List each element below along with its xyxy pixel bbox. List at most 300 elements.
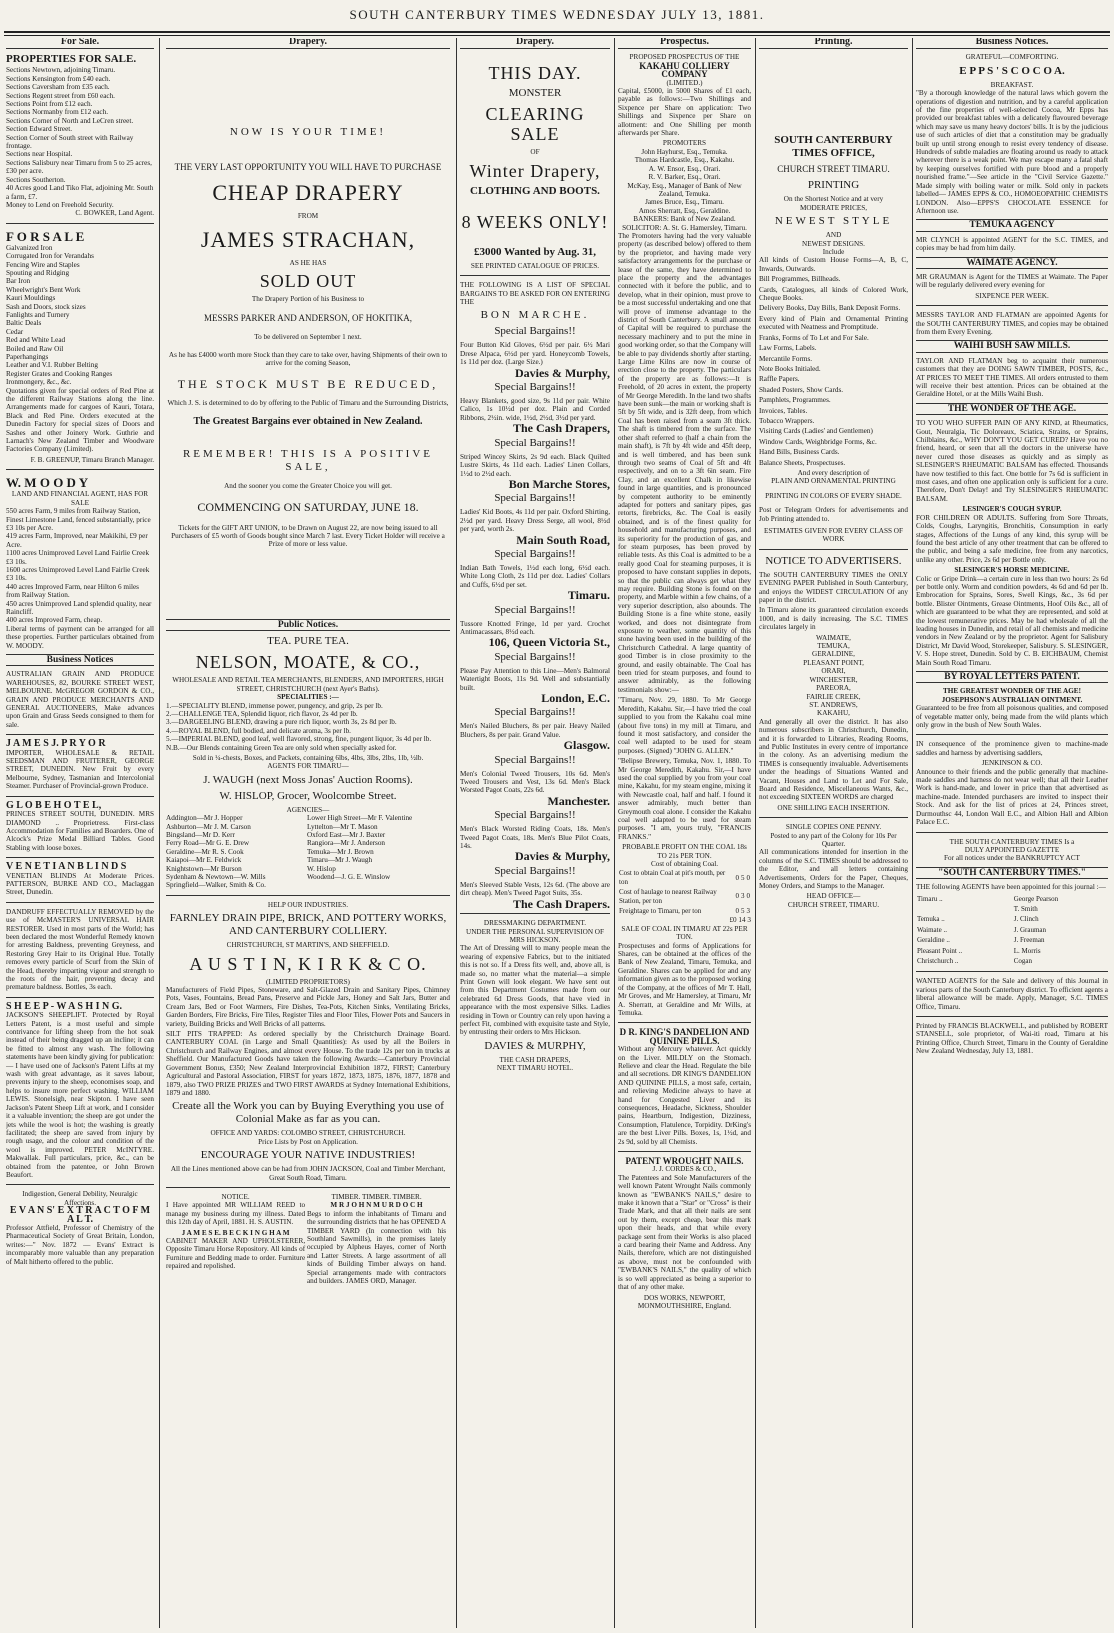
austin-text2: SILT PITS TRAPPED: As ordered specially by the Christchurch Drainage Board. CANTERBURY COAL (in Large and Small Quantities): As used by all the Boilers in Christchurch and Railway Engines, and almost every House. To the trade 12s per ton in trucks at Sheffield. Our Manufactured Goods have taken the following Awards:—Canterbury Provincial Government Bonus, £350; New Zealand Interprovincial Exhibition 1872, FIRST; Canterbury Agricultural and Pastoral Association, FIRST for years 1872, 1873, 1875, 1876, 1877, 1878 and 1879, also TWO PRIZE PRIZES and TWO FIRST AWARDS at Sydney International Exhibitions, 1879 and 1880. xyxy=(166,1030,450,1097)
newest-designs: NEWEST DESIGNS. xyxy=(802,239,865,248)
bargain-signature: 106, Queen Victoria St., xyxy=(488,635,610,650)
bargain-heading: Special Bargains!! xyxy=(494,325,576,338)
wanted-line: £3000 Wanted by Aug. 31, xyxy=(473,245,597,258)
testimonial-franks: "Belipse Brewery, Temuka, Nov. 1, 1880. To Mr George Meredith, Kakahu. Sir,—I have used the coal supplied by you from your coal mine, Kakahu, for my steam engine, mixing it with Newcastle coal, half and half. I found it answer admirably, much better than Greymouth coal alone. I consider the Kakahu coal well adapted to be used for steam purposes. "I am, yours truly, "FRANCIS FRANKS." xyxy=(618,757,751,841)
promoter-item: A. W. Ensor, Esq., Orari. xyxy=(648,164,721,173)
property-item: Sections Caversham from £35 each. xyxy=(6,83,110,92)
bargain-signature: Davies & Murphy, xyxy=(514,365,610,380)
drapery-line: Which J. S. is determined to do by offering to the Public of Timaru and the Surrounding Districts, xyxy=(167,398,449,407)
bargain-heading: Special Bargains!! xyxy=(494,809,576,822)
patent-title: PATENT WROUGHT NAILS. xyxy=(625,1156,744,1166)
agent-row xyxy=(916,956,1108,966)
bargain-heading: Special Bargains!! xyxy=(494,864,576,877)
austin-title: A U S T I N, K I R K & C O. xyxy=(189,953,427,974)
church-street: CHURCH STREET TIMARU. xyxy=(777,164,890,175)
agent-cell: J. Freeman xyxy=(1013,936,1045,945)
wonder-text: TO YOU WHO SUFFER PAIN OF ANY KIND, at Rheumatics, Gout, Neuralgia, Tic Doloreaux, Sciatica, Strains, or Sprains, Chilblains, &c., WHY DON'T YOU GET CURED? Have you no friend, heard, or seen that all the doctors in the universe have never cured those diseases as quickly and as simply as SLESINGER'S RHEUMATIC BALSAM has effected. Thousands have now testified to this fact. One bottle for 7s 6d is sufficient in most cases, and often one application only is sufficient for a cure. Therefore, Don't Delay! and Try SLESINGER'S RHEUMATIC BALSAM. xyxy=(916,419,1108,503)
moody-title: W. M O O D Y xyxy=(6,475,89,491)
bargain-block xyxy=(460,325,610,380)
cost-cell: 3 xyxy=(741,892,745,901)
cost-heading: Cost of obtaining Coal. xyxy=(650,860,719,868)
printing-items xyxy=(759,256,908,467)
colors-line: PRINTING IN COLORS OF EVERY SHADE. xyxy=(765,491,902,500)
bargain-block xyxy=(460,809,610,864)
place-item: PAREORA, xyxy=(816,684,851,693)
gazette-line2: DULY APPOINTED GAZETTE xyxy=(964,845,1060,854)
moody-items xyxy=(6,507,154,625)
agencies-right xyxy=(307,814,446,881)
bargain-block xyxy=(460,603,610,650)
agent-row xyxy=(916,904,1108,914)
printing-item: Invoices, Tables. xyxy=(759,406,808,415)
column-divider xyxy=(614,38,615,1628)
bargain-block xyxy=(460,381,610,436)
head-office: HEAD OFFICE— xyxy=(806,892,861,901)
bargain-text: Men's Colonial Tweed Trousers, 10s 6d. Men's Tweed Trousers and Vest, 13s 6d. Men's Black Worsted Pagot Coats, 22s 6d. xyxy=(460,769,610,795)
temuka-text: MR CLYNCH is appointed AGENT for the S.C. TIMES, and copies may be had from him daily. xyxy=(916,235,1108,253)
footer-cash: THE CASH DRAPERS, xyxy=(499,1055,571,1064)
murdoch-text: Begs to inform the inhabitants of Timaru and the surrounding districts that he has OPENED A TIMBER YARD (In connection with his Southland Sawmills), in the premises lately occupied by Alpheus Hayes, corner of North and Latter Streets. A large assortment of all kinds of Building Timber always on hand. Special arrangements made with contractors and builders. JAMES ORD, Manager. xyxy=(306,1209,447,1285)
cost-cell: 0 xyxy=(735,873,739,882)
printing-item: Pamphlets, Programmes. xyxy=(759,396,831,405)
nelson-title: NELSON, MOATE, & CO., xyxy=(195,652,421,673)
printing-item: Law Forms, Labels. xyxy=(759,344,817,353)
encourage-sub: All the Lines mentioned above can be had from JOHN JACKSON, Coal and Timber Merchant, Great South Road, Timaru. xyxy=(170,1165,446,1182)
dressmaking-heading: DRESSMAKING DEPARTMENT. xyxy=(483,919,587,928)
price-line: Price Lists by Post on Application. xyxy=(258,1137,358,1146)
bargain-heading: Special Bargains!! xyxy=(494,436,576,449)
agent-row xyxy=(916,894,1108,904)
cost-cell: 0 xyxy=(746,892,750,901)
forsale-item: Corrugated Iron for Verandahs xyxy=(6,252,94,261)
forsale-item: Paperhangings xyxy=(6,353,49,361)
circulation-text: In Timaru alone its guaranteed circulation exceeds 1000, and is daily increasing. The S.C. TIMES circulates largely in xyxy=(759,606,908,632)
bargain-signature: London, E.C. xyxy=(541,691,610,705)
timber-right xyxy=(307,1193,446,1287)
cost-row xyxy=(618,906,751,916)
bargain-text: Striped Wincey Skirts, 2s 9d each. Black Quilted Lustre Skirts, 4s 11d each. Ladies' Linen Collars, 1½d to 2½d each. xyxy=(460,452,610,478)
royal-heading: BY ROYAL LETTERS PATENT. xyxy=(916,671,1108,683)
agents-intro: THE following AGENTS have been appointed for this journal :— xyxy=(916,883,1106,892)
printing-item: Shaded Posters, Show Cards. xyxy=(759,385,844,394)
agent-cell xyxy=(916,904,1013,914)
of-line: OF xyxy=(530,148,540,157)
communications-text: All communications intended for insertion in the columns of the S.C. TIMES should be addressed to the Editor, and all letters containing Advertisements, Orders for the Paper, Cheques, Money Orders, and Stamps to the Manager. xyxy=(759,848,908,891)
printing-item: Delivery Books, Day Bills, Bank Deposit Forms. xyxy=(759,304,901,313)
drapery-line: FROM xyxy=(297,212,319,221)
help-line: HELP OUR INDUSTRIES. xyxy=(267,900,349,909)
epps-top: GRATEFUL—COMFORTING. xyxy=(965,53,1059,62)
bon-marche: BON MARCHE. xyxy=(480,309,590,322)
promoter-item: R. V. Barker, Esq., Orari. xyxy=(648,173,721,182)
drapery-headline: REMEMBER! THIS IS A POSITIVE SALE, xyxy=(182,448,434,474)
agency-item: Sydenham & Newtown—W. Mills xyxy=(166,873,266,881)
waimate-text: MR GRAUMAN is Agent for the TIMES at Waimate. The Paper will be regularly delivered every evening for xyxy=(916,272,1108,290)
place-item: ST. ANDREWS, xyxy=(809,700,858,709)
cost-row xyxy=(618,887,751,906)
column-divider xyxy=(456,38,457,1628)
property-item: Section Corner of South street with Railway frontage. xyxy=(6,133,134,151)
newspaper-title: SOUTH CANTERBURY TIMES WEDNESDAY JULY 13, 1881. xyxy=(349,7,765,22)
jenkinson-text: Announce to their friends and the public generally that machine-made saddles and harness do not wear well; that all their Leather Work is hand-made, and lower in price than that advertised as machine-made. Intended purchasers are invited to inspect their Stock. And ask for the list of prices at 24, Princes street, Durmouthsc 44, London Wall E.C., and Albion Hall and Albion Palace E.C. xyxy=(916,767,1108,827)
cost-cell: 3 xyxy=(746,907,750,916)
austin-text: Manufacturers of Field Pipes, Stoneware, and Salt-Glazed Drain and Sanitary Pipes, Chimney Pots, Vases, Fountains, Bread Pans, Preserve and Pickle Jars, Honey and Salt Jars, Butter and Cream Jars, Bed or Foot Warmers, Fire Dishes, Tea-Pots, Kitchen Sinks, Ventilating Bricks, Garden Borders, Fire Bricks, Fire Tiles, Register Tiles and Floor Tiles, Flower Pots and Saucers in variety, Building Bricks and Well Bricks of all patterns. xyxy=(166,986,450,1028)
bargain-signature: The Cash Drapers, xyxy=(512,421,610,436)
forsale-title: F O R S A L E xyxy=(6,228,85,244)
wanted-agents: WANTED AGENTS for the Sale and delivery of this Journal in various parts of the South Canterbury district. To efficient agents a liberal allowance will be made. Apply, Manager, S.C. TIMES Office, Timaru. xyxy=(916,977,1108,1011)
waihi-heading: WAIHI BUSH SAW MILLS. xyxy=(916,340,1108,352)
moody-item: 400 acres Improved Farm, cheap. xyxy=(6,616,103,625)
cost-cell: 0 xyxy=(735,907,739,916)
agency-item: Temuka—Mr J. Brown xyxy=(306,847,374,856)
plain-ornamental: PLAIN AND ORNAMENTAL PRINTING xyxy=(771,477,896,486)
speciality-item: 1.—SPECIALITY BLEND, immense power, pungency, and grip, 2s per lb. xyxy=(166,701,383,710)
column-heading: For Sale. xyxy=(6,38,154,49)
printing-item: Note Books Initialed. xyxy=(759,364,821,373)
agency-item: Lyttelton—Mr T. Mason xyxy=(306,822,378,831)
cost-cell: 5 xyxy=(741,873,745,882)
agents-heading: AGENTS FOR TIMARU— xyxy=(267,762,349,771)
moody-item: 550 acres Farm, 9 miles from Railway Station, Finest Limestone Land, fenced substantially, price £3 10s per Acre. xyxy=(6,507,151,532)
following-line: THE FOLLOWING IS A LIST OF SPECIAL BARGAINS TO BE ASKED FOR ON ENTERING THE xyxy=(460,281,610,307)
section-heading: Business Notices xyxy=(6,654,154,666)
waimate-heading: WAIMATE AGENCY. xyxy=(916,257,1108,269)
forsale-item: Wheelwright's Bent Work xyxy=(6,285,81,294)
column-heading: Business Notices. xyxy=(916,38,1108,49)
cough-text: FOR CHILDREN OR ADULTS. Suffering from Sore Throats, Colds, Coughs, Laryngitis, Bronchitis, Consumption in early stages, Affections of the Lungs of any kind, this syrup will be found the best article of any other treatment that can be offered to the public, and being a safe medicine, free from any narcotics, unlike any other. Price, 2s 6d per Bottle only. xyxy=(916,513,1108,564)
agency-item: Rangiora—Mr J. Anderson xyxy=(306,839,386,848)
bargain-heading: Special Bargains!! xyxy=(494,381,576,394)
agent-cell: Timaru .. xyxy=(917,894,943,903)
and-line: AND xyxy=(825,231,842,240)
cost-cell: Freightage to Timaru, per ton xyxy=(619,907,702,916)
moody-footer: Liberal terms of payment can be arranged for all these properties. Further particulars obtained from W. MOODY. xyxy=(6,624,154,650)
agency-item: Knightstown—Mr Burson xyxy=(166,864,242,873)
drapery-line: And the sooner you come the Greater Choice you will get. xyxy=(224,482,392,491)
section-heading: Public Notices. xyxy=(166,619,450,631)
drapery-line: MESSRS PARKER AND ANDERSON, OF HOKITIKA, xyxy=(204,312,412,323)
clothing-boots: CLOTHING AND BOOTS. xyxy=(470,184,600,197)
this-day: THIS DAY. xyxy=(488,63,582,84)
forsale-item: Baltic Deals xyxy=(6,319,42,328)
greatest-line: THE GREATEST WONDER OF THE AGE! xyxy=(943,687,1081,696)
agent-cell: Christchurch .. xyxy=(917,956,959,965)
agencies-left xyxy=(166,814,305,890)
agency-item: Lower High Street—Mr F. Valentine xyxy=(306,814,413,823)
printing-item: Balance Sheets, Prospectuses. xyxy=(759,458,846,467)
notice-heading: NOTICE. xyxy=(221,1192,250,1201)
place-item: TEMUKA, xyxy=(817,642,850,651)
winter-drapery: Winter Drapery, xyxy=(469,160,601,181)
drapery-headline: CHEAP DRAPERY xyxy=(212,180,404,206)
promoter-item: James Bruce, Esq., Timaru. xyxy=(645,198,724,207)
eight-weeks: 8 WEEKS ONLY! xyxy=(461,211,609,232)
drapery-line: AS HE HAS xyxy=(289,258,327,267)
agent-cell: L. Morris xyxy=(1013,946,1041,955)
indigestion-line: Indigestion, General Debility, Neuralgic Affections. xyxy=(22,1190,138,1207)
forsale-item: Cedar xyxy=(6,327,24,336)
drapery-line: To be delivered on September 1 next. xyxy=(254,332,362,341)
agent-cell: George Pearson xyxy=(1013,894,1059,903)
bargain-block xyxy=(460,437,610,489)
forsale-items xyxy=(6,244,154,387)
wonder-heading: THE WONDER OF THE AGE. xyxy=(916,403,1108,415)
bankruptcy-line: For all notices under the BANKRUPTCY ACT xyxy=(944,854,1080,863)
printing-item: Mercantile Forms. xyxy=(759,354,813,363)
masthead-rule xyxy=(4,31,1110,36)
moody-item: 419 acres Farm, Improved, near Makikihi, £9 per Acre. xyxy=(6,532,148,549)
bargain-block xyxy=(460,651,610,703)
agency-item: Bingsland—Mr D. Kerr xyxy=(166,830,235,839)
sct-office: SOUTH CANTERBURY TIMES OFFICE, xyxy=(774,134,893,160)
bargain-signature: Timaru. xyxy=(567,588,610,603)
properties-list xyxy=(6,66,154,209)
murdoch-title: M R J O H N M U R D O C H xyxy=(330,1201,423,1210)
promoter-item: John Hayhurst, Esq., Temuka. xyxy=(641,147,728,156)
dandruff-ad: DANDRUFF EFFECTUALLY REMOVED by the use of McMASTER'S UNIVERSAL HAIR RESTORER. Used in most parts of the World; has been declared the most Wonderful Remedy known for arresting Baldness, preventing Greyness, and Restoring Grey Hair to its Original Hue. Totally removes every particle of Scurf from the Skin of the Head, thereby imparting vigour and strength to the roots of the hair, preventing decay and premature baldness. Bottles, 3s each. xyxy=(6,907,154,992)
column-divider xyxy=(912,38,913,1628)
column-prospectus xyxy=(618,38,751,1628)
patent-address: DOS WORKS, NEWPORT, MONMOUTHSHIRE, England. xyxy=(637,1293,732,1310)
bargain-block xyxy=(460,547,610,603)
drapery-line: THE VERY LAST OPPORTUNITY YOU WILL HAVE TO PURCHASE xyxy=(174,162,442,173)
farnley-title: FARNLEY DRAIN PIPE, BRICK, AND POTTERY WORKS, AND CANTERBURY COLLIERY. xyxy=(169,912,447,938)
only-evening: The SOUTH CANTERBURY TIMES the ONLY EVENING PAPER Published in South Canterbury, and enjoys the WIDEST CIRCULATION Of any paper in the district. xyxy=(759,570,908,605)
place-item: GERALDINE, xyxy=(812,650,855,659)
column-divider xyxy=(755,38,756,1628)
drapery-headline: The Greatest Bargains ever obtained in New Zealand. xyxy=(193,416,423,428)
drapery-headline: SOLD OUT xyxy=(259,271,357,292)
property-item: Sections Regent street from £60 each. xyxy=(6,91,115,100)
agency-item: Oxford East—Mr J. Baxter xyxy=(306,830,386,839)
speciality-item: 3.—DARGEELING BLEND, drawing a pure rich liquor, worth 3s, 2s 8d per lb. xyxy=(166,718,397,727)
capital-text: Capital, £5000, in 5000 Shares of £1 each, payable as follows:—Two Shillings and Sixpence per Share on application: Two Shillings and Sixpence per Share on allotment: and One Shilling per month afterwards per Share. xyxy=(618,87,751,138)
cost-cell: Cost to obtain Coal at pit's mouth, per ton xyxy=(619,869,726,886)
column-divider xyxy=(159,38,160,1628)
monster: MONSTER xyxy=(508,87,562,100)
column-business-notices xyxy=(916,38,1108,1628)
property-item: Sections Salisbury near Timaru from 5 to 25 acres, £30 per acre. xyxy=(6,158,152,176)
place-item: WAIMATE, xyxy=(816,633,851,642)
single-copies: SINGLE COPIES ONE PENNY. xyxy=(785,823,882,832)
forsale-item: Spouting and Ridging xyxy=(6,268,70,277)
printing-item: Cards, Catalogues, all kinds of Colored Work, Cheque Books. xyxy=(759,285,908,303)
bargain-signature: The Cash Drapers. xyxy=(512,896,610,911)
bargain-block xyxy=(460,706,610,753)
masthead xyxy=(0,0,1114,34)
agent-cell: Cogan xyxy=(1013,956,1033,965)
column-drapery-bargains xyxy=(460,38,610,1628)
agent-cell: Geraldine .. xyxy=(917,936,950,945)
printing-item: Franks, Forms of To Let and For Sale. xyxy=(759,333,869,342)
property-item: Sections Corner of North and LeCren street. xyxy=(6,116,134,125)
josephson-title: JOSEPHSON'S AUSTRALIAN OINTMENT. xyxy=(941,695,1083,704)
cost-total: £0 14 3 xyxy=(729,916,751,925)
agency-item: Kaiapoi—Mr E. Feldwick xyxy=(166,856,242,865)
prospectus-intro: PROPOSED PROSPECTUS OF THE xyxy=(629,53,740,62)
property-item: Sections Newtown, adjoining Timaru. xyxy=(6,66,116,75)
estimates-line: ESTIMATES GIVEN FOR EVERY CLASS OF WORK xyxy=(764,527,903,544)
moody-item: 450 acres Unimproved Land splendid quality, near Raincliff. xyxy=(6,599,152,616)
dressmaking-under: UNDER THE PERSONAL SUPERVISION OF MRS HICKSON. xyxy=(466,927,604,944)
bargain-text: Indian Bath Towels, 1½d each long, 6½d each. White Long Cloth, 2s 11d per doz. Ladies' Collars and Cuffs, 6½d per set. xyxy=(460,563,610,589)
kakahu-ltd: (LIMITED.) xyxy=(666,78,703,87)
footer-next: NEXT TIMARU HOTEL. xyxy=(496,1064,574,1073)
beckingham-title: J A M E S E. B E C K I N G H A M xyxy=(181,1228,290,1237)
bargain-signature: Bon Marche Stores, xyxy=(508,476,610,491)
printing-heading: PRINTING xyxy=(807,179,860,192)
printing-item: Tobacco Wrappers. xyxy=(759,416,815,425)
shilling-line: ONE SHILLING EACH INSERTION. xyxy=(777,803,890,812)
create-line: Create all the Work you can by Buying Everything you use of Colonial Make as far as you can. xyxy=(172,1100,444,1126)
drapery-line: NOW IS YOUR TIME! xyxy=(229,126,387,139)
printing-item: Raffle Papers. xyxy=(759,375,800,384)
moody-subtitle: LAND AND FINANCIAL AGENT, HAS FOR SALE xyxy=(11,490,149,507)
place-item: FAIRLIE CREEK, xyxy=(806,692,861,701)
tea-line: TEA. PURE TEA. xyxy=(267,635,349,648)
waugh-line: J. WAUGH (next Moss Jonas' Auction Rooms). xyxy=(203,773,413,786)
forsale-item: Leather and V.I. Rubber Belting xyxy=(6,361,98,370)
bargain-text: Men's Sleeved Stable Vests, 12s 6d. (The above are dirt cheap). Men's Tweed Pagot Suits, 35s. xyxy=(460,880,610,898)
every-line: And every description of xyxy=(797,468,870,477)
gazette-line: THE SOUTH CANTERBURY TIMES Is a xyxy=(949,837,1075,846)
newest-style: NEWEST STYLE xyxy=(774,215,893,228)
cost-cell: 0 xyxy=(746,873,750,882)
agency-item: Geraldine—Mr R. S. Cook xyxy=(166,847,244,856)
bargain-block xyxy=(460,864,610,911)
consequence-text: IN consequence of the prominence given to machine-made saddles and harness by advertising saddlers, xyxy=(916,740,1108,757)
promoter-item: McKay, Esq., Manager of Bank of New Zealand, Temuka. xyxy=(627,181,742,198)
cost-cell: 5 xyxy=(741,907,745,916)
forsale-item: Fencing Wire and Staples xyxy=(6,260,80,269)
bargain-text: Four Button Kid Gloves, 6½d per pair. 6½ Mari Drese Alpaca, 6½d per yard. Honeycomb Towels, 1s 11d per doz. (Large Size.) xyxy=(460,341,610,367)
promoters-list xyxy=(618,148,751,215)
places-list xyxy=(759,634,908,718)
cost-cell: Cost of haulage to nearest Railway Station, per ton xyxy=(619,888,717,905)
property-item: 40 Acres good Land Tiko Flat, adjoining Mr. South a farm, £7. xyxy=(6,184,154,201)
testimonial-allen: "Timaru, Nov. 29, 1880. To Mr George Meredith, Kakahu. Sir,—I have tried the coal supplied to you from the Kakahu coal mine (about five tons) in my mill at Timaru, and found it most satisfactory, and consider the coal well adapted to be used for steam purposes. (Signed) "JOHN G. ALLEN." xyxy=(618,696,751,755)
agents-table xyxy=(916,894,1108,967)
cost-row xyxy=(618,868,751,887)
printing-item: Every kind of Plain and Ornamental Printing executed with Neatness and Promptitude. xyxy=(759,314,908,332)
property-item: Sections Kensington from £40 each. xyxy=(6,74,111,83)
cost-table xyxy=(618,868,751,916)
patent-text: The Patentees and Sole Manufacturers of the well known Patent Wrought Nails commonly known as "EWBANK'S NAILS," desire to make it known that a "Star" or "Cross" is their Trade Mark, and that all their nails are sent out by them, except cheap, bear this mark upon their heads, and that while every package sent from their Works is also placed a card bearing their Name and Address. Any Nails, therefore, which are not distinguished as above, must not be confounded with "EWBANK'S NAILS," the quality of which is so well appreciated as being a superior to that of any other make. xyxy=(618,1173,751,1292)
drapery-headline: JAMES STRACHAN, xyxy=(200,226,416,252)
dking-text: Without any Mercury whatever. Act quickly on the Liver. MILDLY on the Stomach. Relieve and clear the Head. Regulate the bile and all secretions. DR KING'S DANDELION AND QUININE PILLS, a most safe, certain, and relieving Medicine always to have at hand for Congested Liver and its consequences, Headache, Sickness, Shoulder pains, Heartburn, Indigestion, Dizziness, Consumption, Flatulence, Torpidity. DrKing's are the best Liver Pills. Boxes, 1s, 1½d, and 2s 9d, sold by all Chemists. xyxy=(618,1045,751,1146)
dking-title: D R. KING'S DANDELION AND QUININE PILLS. xyxy=(619,1027,750,1046)
horse-text: Colic or Gripe Drink—a certain cure in less than two hours: 2s 6d per bottle only. Worm and condition powders, 4s 6d and 6d per lb. Embrocation for Sprains, Sores, Swell Kings, &c., 3s 6d per bottle. Blister Ointments, Grease Ointments, Hoof Oils &c., all of which are guaranteed to be what they are represented, and sold at the lowest remunerative prices. May be had wholesale of all the leading houses in Dunedin, and retail of all chemists and medicine vendors in New Zealand or by the proprietor. Agent for Salisbury District, Mr David Wood, Storekeeper, Salisbury. S. SLESINGER, V. S. Hope street, Dunedin. Sold by C. B. EICHBAUM, Chemist Main South Road Timaru. xyxy=(916,574,1108,667)
beckingham-text: CABINET MAKER AND UPHOLSTERER, Opposite Timaru Horse Repository. All kinds of Furniture and Bedding made to order. Furniture repaired and repolished. xyxy=(166,1236,306,1271)
agent-cell: Waimate .. xyxy=(917,925,947,934)
catalogue-line: SEE PRINTED CATALOGUE OF PRICES. xyxy=(470,261,600,270)
promoter-item: Thomas Hardcastle, Esq., Kakahu. xyxy=(634,156,735,165)
moody-item: 440 acres Improved Farm, near Hilton 6 miles from Railway Station. xyxy=(6,582,139,600)
pryor-text: IMPORTER, WHOLESALE & RETAIL SEEDSMAN AND FRUITERER, GEORGE STREET, DUNEDIN. New Fruit by every Melbourne, Sydney, Tasmanian and Intercolonial Steamer. Purchaser of Provincial-grown Produce. xyxy=(6,748,154,791)
column-printing xyxy=(759,38,908,1628)
place-item: PLEASANT POINT, xyxy=(803,658,864,667)
bargain-block xyxy=(460,492,610,547)
solicitor-line: SOLICITOR: A. St. G. Hamersley, Timaru. xyxy=(622,223,747,232)
column-heading: Drapery. xyxy=(166,38,450,49)
evans-text: Professor Attfield, Professor of Chemistry of the Pharmaceutical Society of Great Britain, London, writes:—" Nov. 1872 — Evans' Extract is incomparably more valuable than any preparation of Malt hitherto offered to the public. xyxy=(6,1223,154,1266)
prospectus-body: The Promoters having had the very valuable property (as described below) offered to them by the proprietor, and having made very satisfactory arrangements for the purchase or lease of the same, they have determined to place the property and the advantages connected with it before the public, and to develop, what in their opinion, must prove to be a most successful undertaking and one that will prove of immense advantage to the district of South Canterbury. A small amount of Capital will be required to purchase the necessary machinery and to put the mine in good working order, so that the Company will be able to pay dividends shortly after starting. Large Lime Kilns are now in course of erection close to the property. The particulars of the property are as follows:—It is Freehold, of 20 acres in extent, the property of Mr George Meredith. In the land two shafts have been sunk—the main or working shaft is 5ft by 5ft wide, and is 32ft deep, from which Coal has been raised from a seam 3ft thick. The shaft is timbered from the surface. The other shaft referred to (half a chain from the main shaft), is 7ft by 4ft wide and 45ft deep, and is well timbered, and has been sunk through two seams of Coal of 5ft and 4ft respectively, and on to a 3ft 6in seam. Fire Clay, and an excellent Chalk in likewise found in large quantities, and is pronounced by competent authority to be eminently adapted for potters and sanitary pipes, gas retorts, firebricks, &c. The Coal is easily obtained, and is of the finest quality for household and manufacturing purposes, and its superiority for the production of gas, and for steam purposes, has been proved by reliable tests. As this Coal is admitted to be a really good Coal for steaming purposes, it is proposed to have constant supplies in depots, so that the public can always get what they may require. Building Stone is found on the property, and Marble within a few chains, of a very superior description, also abounds. The Building Stone is a fine white stone, easily worked, and does not disintegrate from exposure to weather, some quantity of this stone having been used in the building of the Christchurch Cathedral. A large quantity of good Timber is in close proximity to the ground, and easily obtainable. The Coal has been tried for steam purposes, and found to answer admirably, as the following testimonials show:— xyxy=(618,231,751,694)
horse-heading: SLESINGER'S HORSE MEDICINE. xyxy=(954,566,1070,575)
place-item: KAKAHU, xyxy=(817,709,850,718)
column-for-sale xyxy=(6,38,154,1628)
greenup-signature: F. B. GREENUP, Timaru Branch Manager. xyxy=(30,455,154,464)
bargain-text: Ladies' Kid Boots, 4s 11d per pair. Oxford Shirting, 2½d per yard. Heavy Dress Serge, all wool, 8½d per yard, worth 2s. xyxy=(460,508,610,534)
sheep-title: S H E E P - W A S H I N G. xyxy=(6,1000,123,1012)
bargain-signature: Glasgow. xyxy=(563,738,610,753)
drapery-line: As he has £4000 worth more Stock than they care to take over, having Shipments of their own to arrive for the coming Season, xyxy=(168,351,448,368)
forsale-item: Fanlights and Turnery xyxy=(6,310,70,319)
column-heading: Printing. xyxy=(759,38,908,49)
forsale-item: Kauri Mouldings xyxy=(6,294,56,303)
josephson-text: Guaranteed to be free from all poisonous qualities, and composed of vegetable matter only, being made from the wild plants which only grow in the bush of New South Wales. xyxy=(916,704,1108,730)
speciality-item: 2.—CHALLENGE TEA, Splendid liquor, rich flavor, 2s 4d per lb. xyxy=(166,709,358,718)
cost-cell: 0 xyxy=(735,892,739,901)
nb-line: N.B.—Our Blends containing Green Tea are only sold when specially asked for. xyxy=(166,743,397,752)
column-heading: Drapery. xyxy=(460,38,610,49)
printing-item: Bill Programmes, Billheads. xyxy=(759,275,841,284)
column-drapery-wide xyxy=(166,38,450,1628)
property-item: Section Edward Street. xyxy=(6,125,73,134)
jenkinson-title: JENKINSON & CO. xyxy=(981,759,1043,768)
bargain-text: Men's Nailed Bluchers, 8s per pair. Heavy Nailed Bluchers, 8s per pair. Grand Value. xyxy=(460,722,610,739)
property-item: Sections near Hospital. xyxy=(6,150,73,159)
taylor-text: MESSRS TAYLOR AND FLATMAN are appointed Agents for the SOUTH CANTERBURY TIMES, and copies may be obtained from them Every Evening. xyxy=(916,311,1108,336)
bargain-text: Heavy Blankets, good size, 9s 11d per pair. White Calico, 1s 10½d per doz. Plain and Corded Ribbons, 2½in. wide, 1½d, 2½d, 3½d per yard. xyxy=(460,397,610,422)
promoter-item: Amos Sherratt, Esq., Geraldine. xyxy=(638,206,731,215)
column-heading: Prospectus. xyxy=(618,38,751,49)
forsale-text: Quotations given for special orders of Red Pine at the different Railway Stations along the line. Arrangements made for cargoes of Kauri, Totara, Black and Red Pine. Orders executed at the Dunedin Factory for special sizes of Doors and Sashes and other Joinery Work. Guthrie and Larnach's New Zealand Timber and Woodware Factories Company (Limited). xyxy=(6,386,154,454)
agency-item: Ferry Road—Mr G. E. Drew xyxy=(166,839,250,848)
sheep-text: JACKSON'S SHEEPLIFT. Protected by Royal Letters Patent, is a most useful and simple contrivance for lifting sheep from the hot soak instead of their being dragged up an incline; it can be fitted to almost any wash. The following statements have been kindly giving for publication:— I have used one of Jackson's Patent Lifts at my wash with great advantage, as it saves labour, prevents injury to the sheep, economises soap, and helps to insure more perfect washing. WILLIAM LEWIS. Stonelsigh, near Skipton. I have seen Jackson's Patent Sheep Lift at work, and I consider it a valuable invention; the sheep are got under the jets while the wool is hot; the washing is greatly facilitated; the sheep are saved from injury by rough usage, and the colour and condition of the wool is improved. PETER McINTYRE. Makwallak. Full particulars, price, &c., can be obtained from the patentee, or John Brown Beaufort. xyxy=(6,1011,154,1179)
head-address: CHURCH STREET, TIMARU. xyxy=(787,900,880,909)
property-item: Sections Point from £12 each. xyxy=(6,100,93,109)
bargain-text: Tussore Knotted Fringe, 1d per yard. Crochet Antimacassars, 8½d each. xyxy=(460,619,610,636)
bargain-heading: Special Bargains!! xyxy=(494,492,576,505)
sold-line: Sold in ¼-chests, Boxes, and Packets, containing 6lbs, 4lbs, 3lbs, 2lbs, 1lb, ½lb. xyxy=(192,753,424,762)
agency-item: Springfield—Walker, Smith & Co. xyxy=(166,881,266,890)
sale-line: SALE OF COAL IN TIMARU AT 22s PER TON. xyxy=(621,924,748,942)
specialities-list xyxy=(166,702,450,744)
agencies-heading: AGENCIES— xyxy=(286,805,330,814)
forsale-item: Boiled and Raw Oil xyxy=(6,344,64,353)
notice-advertisers: NOTICE TO ADVERTISERS. xyxy=(765,554,902,567)
forsale-item: Sash and Doors, stock sizes xyxy=(6,302,86,311)
bargain-heading: Special Bargains!! xyxy=(494,753,576,766)
farnley-sub: CHRISTCHURCH, ST MARTIN'S, AND SHEFFIELD. xyxy=(226,941,390,950)
prospectus-forms: Prospectuses and forms of Applications for Shares, can be obtained at the offices of the Bank of New Zealand, Timaru, Temuka, and Geraldine. Shares can be applied for and any information given as to the proposed working of the Company, at the offices of Mr T. Hall, Mr Groves, and Mr Hamersley, at Timaru, Mr A. Sherratt, at Geraldine and Mr Wills, at Temuka. xyxy=(618,941,751,1017)
promoters-heading: PROMOTERS xyxy=(662,139,707,148)
agent-cell: T. Smith xyxy=(1013,904,1038,913)
printing-item: Window Cards, Weighbridge Forms, &c. xyxy=(759,437,877,446)
agent-row xyxy=(916,946,1108,956)
sct-agents-heading: "SOUTH CANTERBURY TIMES." xyxy=(916,867,1108,879)
venetian-title: V E N E T I A N B L I N D S xyxy=(6,861,127,873)
moody-item: 1100 acres Unimproved Level Land Fairlie Creek £3 10s. xyxy=(6,549,150,566)
bargain-heading: Special Bargains!! xyxy=(494,603,576,616)
property-item: Money to Lend on Freehold Security. xyxy=(6,200,114,209)
imprint: Printed by FRANCIS BLACKWELL, and published by ROBERT STANSELL, sole proprietor, of Wai-iti road, Timaru at his Printing Office, Church Street, Timaru in the County of Geraldine New Zealand Wednesday, July 13, 1881. xyxy=(916,1022,1108,1056)
agent-cell: J. Grauman xyxy=(1013,925,1047,934)
drapery-line: The Drapery Portion of his Business to xyxy=(251,295,365,304)
speciality-item: 4.—ROYAL BLEND, full bodied, and delicate aroma, 3s per lb. xyxy=(166,726,351,735)
forsale-item: Bar Iron xyxy=(6,277,31,286)
epps-sub: BREAKFAST. xyxy=(990,80,1034,89)
